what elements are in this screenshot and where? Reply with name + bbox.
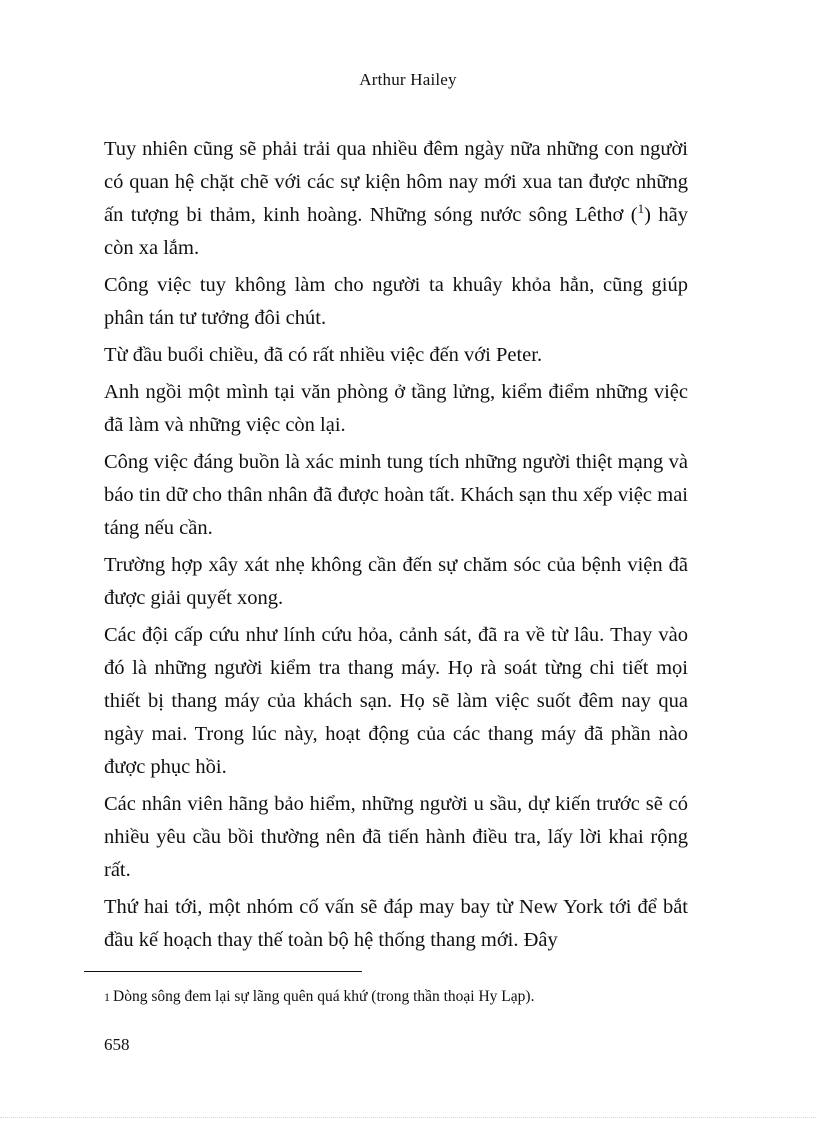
paragraph: Công việc tuy không làm cho người ta khuây khỏa hẳn, cũng giúp phân tán tư tưởng đôi chút. [104,274,688,329]
paragraph: Anh ngồi một mình tại văn phòng ở tầng lửng, kiểm điểm những việc đã làm và những việc còn lại. [104,381,688,436]
paragraph: Trường hợp xây xát nhẹ không cần đến sự chăm sóc của bệnh viện đã được giải quyết xong. [104,554,688,609]
paragraph: Các đội cấp cứu như lính cứu hỏa, cảnh sát, đã ra về từ lâu. Thay vào đó là những người kiểm tra thang máy. Họ rà soát từng chi tiết mọi thiết bị thang máy của khách sạn. Họ sẽ làm việc suốt đêm nay qua ngày mai. Trong lúc này, hoạt động của các thang máy đã phần nào được phục hồi. [104,624,688,778]
paragraph: Các nhân viên hãng bảo hiểm, những người u sầu, dự kiến trước sẽ có nhiều yêu cầu bồi thường nên đã tiến hành điều tra, lấy lời khai rộng rất. [104,793,688,881]
paragraph [104,133,688,265]
paragraph-text: ) hãy còn xa lắm. [104,204,688,259]
paragraph-text: Tuy nhiên cũng sẽ phải trải qua nhiều đêm ngày nữa những con người có quan hệ chặt chẽ với các sự kiện hôm nay mới xua tan được những ấn tượng bi thảm, kinh hoàng. Những sóng nước sông Lêthơ ( [104,138,688,226]
running-head-title: Arthur Hailey [359,70,457,89]
paragraph: Công việc đáng buồn là xác minh tung tích những người thiệt mạng và báo tin dữ cho thân nhân đã được hoàn tất. Khách sạn thu xếp việc mai táng nếu cần. [104,451,688,539]
footnote-number: 1 [104,990,110,1004]
paragraph: Thứ hai tới, một nhóm cố vấn sẽ đáp may bay từ New York tới để bắt đầu kế hoạch thay thế toàn bộ hệ thống thang mới. Đây [104,896,688,951]
paragraph: Từ đầu buổi chiều, đã có rất nhiều việc đến với Peter. [104,344,543,366]
body-text [104,133,688,961]
footnote-divider [84,971,362,972]
page-number: 658 [104,1035,130,1054]
footnote-text: Dòng sông đem lại sự lãng quên quá khứ (trong thần thoại Hy Lạp). [113,988,535,1005]
footnote-reference[interactable]: 1 [637,201,645,217]
footnote [104,986,724,1008]
page-bottom-border [0,1117,816,1118]
